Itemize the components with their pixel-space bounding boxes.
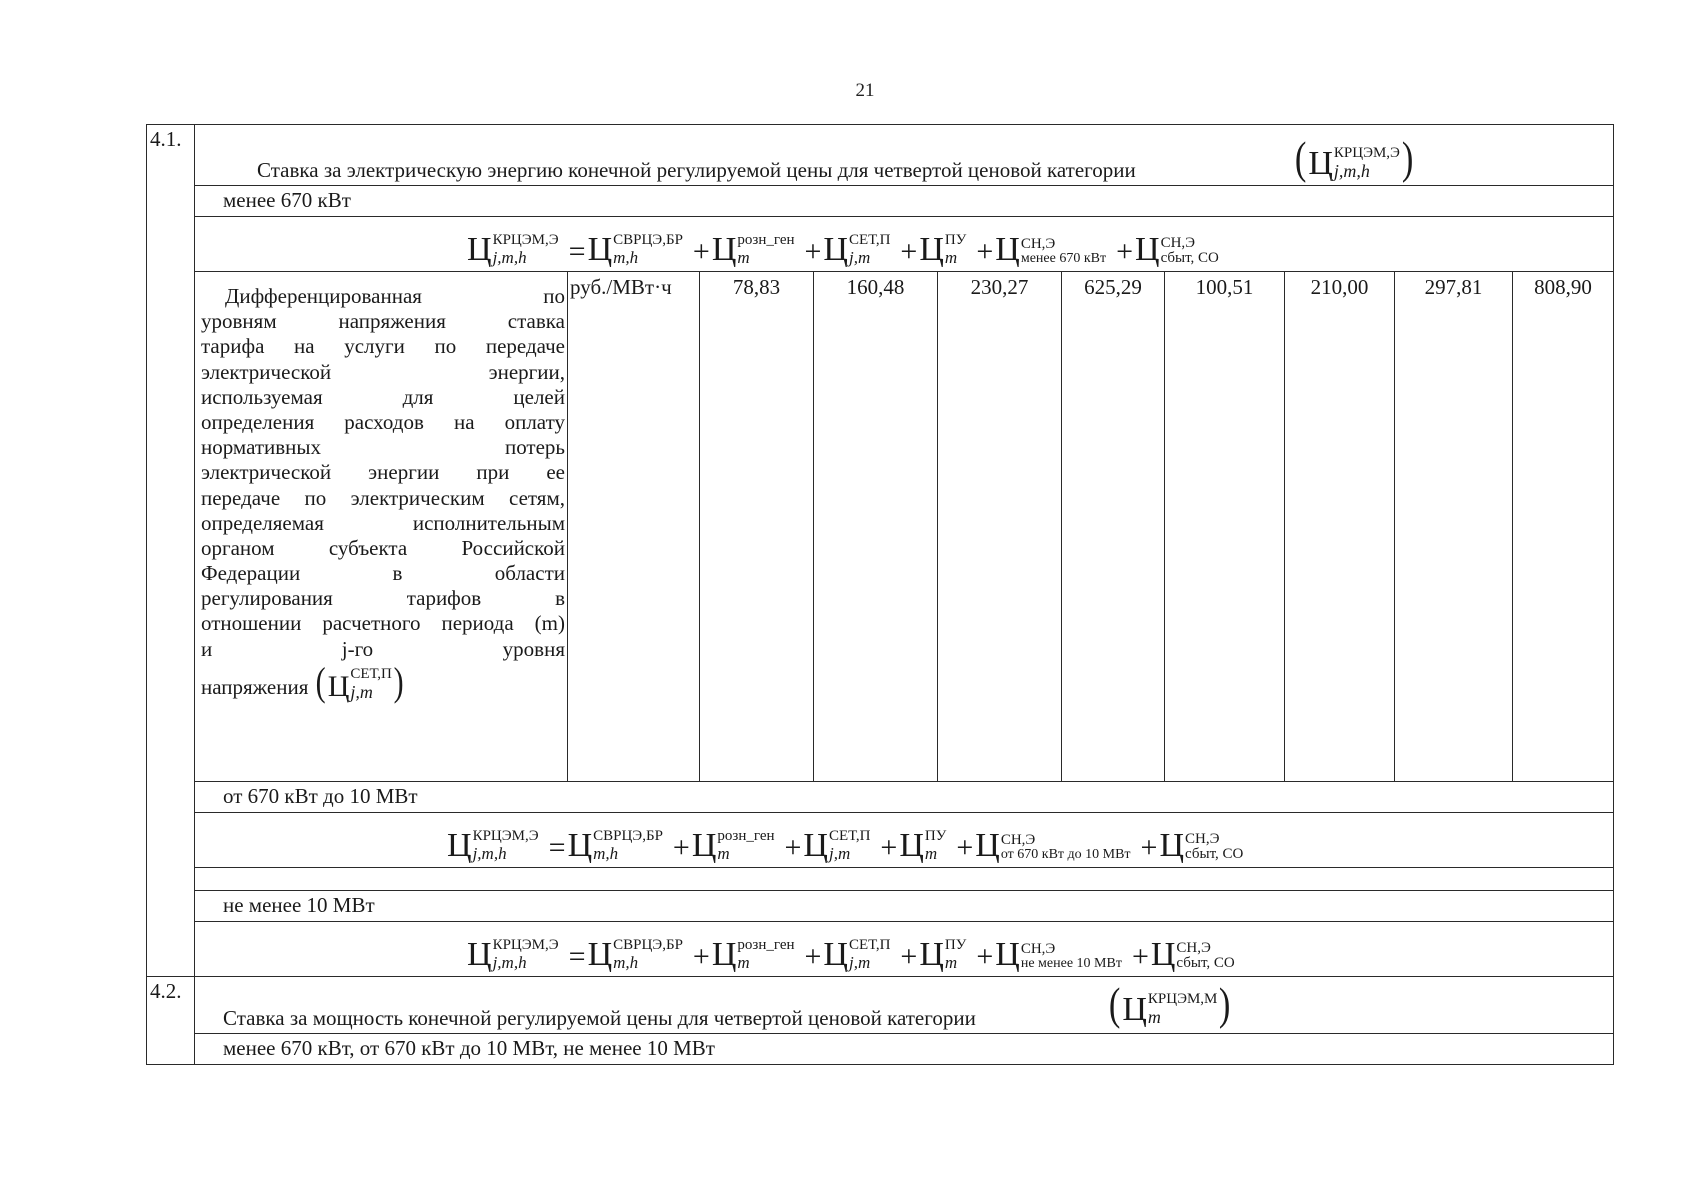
description-line: передаче по электрическим сетям, [201, 485, 565, 510]
formula-term: + Ц СН,Э сбыт, СО [1131, 936, 1235, 973]
formula-row [147, 813, 1614, 868]
formula-cell [195, 813, 1614, 868]
right-paren: ) [1219, 978, 1231, 1029]
formula-lhs: Ц КРЦЭМ,Э j,m,h [467, 936, 559, 973]
rate-value: 230,27 [938, 272, 1062, 782]
rate-unit: руб./МВт·ч [568, 272, 700, 782]
left-paren: ( [1294, 132, 1307, 183]
section-symbol-4-1 [1293, 132, 1415, 183]
symbol-base: Ц [1308, 145, 1333, 182]
formula-term: + Ц СН,Э сбыт, СО [1116, 231, 1219, 268]
description-line: уровням напряжения ставка [201, 309, 565, 334]
section-4-1-title-row [147, 125, 1614, 186]
symbol-base: Ц [1122, 991, 1147, 1028]
subsection-row [147, 1034, 1614, 1065]
section-4-2-title-row [147, 977, 1614, 1034]
description-line: регулирования тарифов в [201, 586, 565, 611]
description-line: органом субъекта Российской [201, 535, 565, 560]
description-line: тарифа на услуги по передаче [201, 334, 565, 359]
symbol-sub: m [1147, 1007, 1161, 1028]
formula-term: + Ц розн_ген m [672, 827, 775, 864]
tariff-table [146, 124, 1614, 1065]
description-line: используемая для целей [201, 384, 565, 409]
formula-term: + Ц СН,Э менее 670 кВт [976, 231, 1107, 268]
section-number-4-2: 4.2. [147, 977, 195, 1065]
description-line: Дифференцированная по [225, 284, 565, 308]
section-title-4-2: Ставка за мощность конечной регулируемой цены для четвертой ценовой категории [223, 1005, 976, 1030]
formula-term: + Ц ПУ m [900, 231, 967, 268]
formula-term: + Ц СН,Э сбыт, СО [1140, 827, 1244, 864]
description-line: Федерации в области [201, 561, 565, 586]
formula-term: + Ц ПУ m [880, 827, 947, 864]
formula-cell [195, 217, 1614, 272]
rate-value: 297,81 [1395, 272, 1513, 782]
section-title-4-1: Ставка за электрическую энергию конечной регулируемой цены для четвертой ценовой категории [257, 157, 1136, 182]
subsection-row [147, 891, 1614, 922]
symbol-sup: КРЦЭМ,Э [1333, 145, 1400, 162]
formula-lhs: Ц КРЦЭМ,Э j,m,h [447, 827, 539, 864]
subsection-row [147, 186, 1614, 217]
formula-row [147, 217, 1614, 272]
rate-value: 78,83 [700, 272, 814, 782]
left-paren: ( [1108, 978, 1121, 1029]
formula-term: + Ц СН,Э от 670 кВт до 10 МВт [956, 827, 1131, 864]
rate-description [195, 272, 568, 782]
section-symbol-4-2 [1107, 978, 1233, 1029]
subsection-label: менее 670 кВт [195, 186, 1614, 217]
formula-term: = Ц СВРЦЭ,БР m,h [548, 827, 663, 864]
subsection-label: менее 670 кВт, от 670 кВт до 10 МВт, не менее 10 МВт [195, 1034, 1614, 1065]
section-number-4-1: 4.1. [147, 125, 195, 977]
formula-term: + Ц ПУ m [900, 936, 967, 973]
formula-row [147, 922, 1614, 977]
subsection-label: от 670 кВт до 10 МВт [195, 782, 1614, 813]
symbol-sup: КРЦЭМ,М [1147, 991, 1218, 1008]
description-line: нормативных потерь [201, 435, 565, 460]
description-line: и j-го уровня [201, 636, 565, 661]
rate-row [147, 272, 1614, 782]
section-title-cell [195, 125, 1614, 186]
formula-lhs: Ц КРЦЭМ,Э j,m,h [467, 231, 559, 268]
rate-value: 160,48 [814, 272, 938, 782]
description-line: электрической энергии при ее [201, 460, 565, 485]
formula-term: + Ц розн_ген m [692, 936, 795, 973]
formula-term: = Ц СВРЦЭ,БР m,h [568, 936, 683, 973]
subsection-label: не менее 10 МВт [195, 891, 1614, 922]
rate-value: 210,00 [1285, 272, 1395, 782]
formula-term: + Ц СЕТ,П j,m [804, 231, 891, 268]
formula-less-670 [467, 233, 1229, 267]
formula-term: + Ц СЕТ,П j,m [784, 827, 871, 864]
description-line: отношении расчетного периода (m) [201, 611, 565, 636]
rate-value: 808,90 [1513, 272, 1614, 782]
description-line: электрической энергии, [201, 359, 565, 384]
description-line: определяемая исполнительным [201, 510, 565, 535]
formula-term: + Ц розн_ген m [692, 231, 795, 268]
rate-symbol: ( Ц СЕТ,П j,m ) [316, 658, 404, 704]
rate-value: 100,51 [1165, 272, 1285, 782]
formula-670-10 [447, 829, 1253, 863]
subsection-row [147, 782, 1614, 813]
description-line: напряжения [201, 674, 309, 699]
section-title-cell [195, 977, 1614, 1034]
page-number: 21 [855, 80, 875, 101]
formula-not-less-10 [467, 938, 1245, 972]
rate-value: 625,29 [1062, 272, 1165, 782]
formula-cell [195, 922, 1614, 977]
formula-term: + Ц СЕТ,П j,m [804, 936, 891, 973]
right-paren: ) [1401, 132, 1414, 183]
spacer-cell [195, 868, 1614, 891]
spacer-row [147, 868, 1614, 891]
symbol-sub: j,m,h [1333, 161, 1370, 182]
formula-term: = Ц СВРЦЭ,БР m,h [568, 231, 683, 268]
description-line: определения расходов на оплату [201, 409, 565, 434]
formula-term: + Ц СН,Э не менее 10 МВт [976, 936, 1122, 973]
